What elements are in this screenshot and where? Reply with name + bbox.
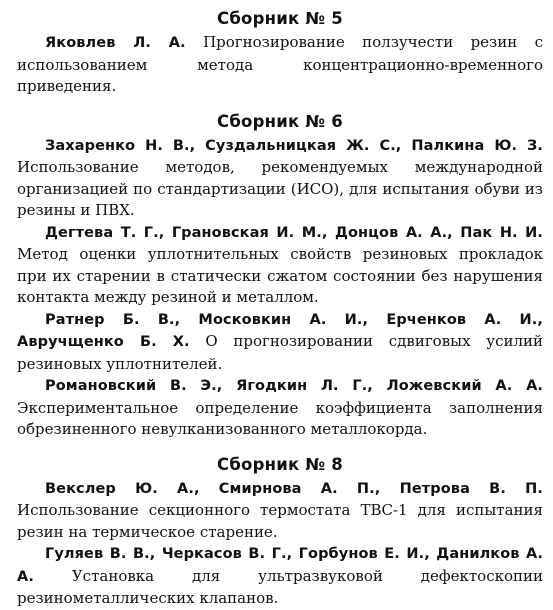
entry-title: Экспериментальное определение коэффициента заполнения обрезиненного невулканизованного металлокорда.: [17, 398, 543, 438]
section-title: Сборник № 5: [217, 9, 343, 28]
entry-authors: Дегтева Т. Г., Грановская И. М., Донцов А. А., Пак Н. И.: [45, 224, 543, 241]
section-title: Сборник № 8: [217, 454, 343, 474]
bibliography-entry: [17, 309, 543, 376]
document-page: [17, 8, 543, 610]
entry-title: Использование методов, рекомендуемых международной организацией по стандартизации (ИСО), для испытания обуви из резины и ПВХ.: [17, 158, 543, 219]
entry-authors: Захаренко Н. В., Суздальницкая Ж. С., Палкина Ю. З.: [45, 137, 543, 154]
entry-authors: Яковлев Л. А.: [45, 35, 186, 51]
entry-authors: Векслер Ю. А., Смирнова А. П., Петрова В. П.: [45, 480, 543, 497]
bibliography-entry: [17, 135, 543, 222]
entry-title: Метод оценки уплотнительных свойств резиновых прокладок при их старении в статически сжатом состоянии без нарушения контакта между резиной и металлом.: [17, 245, 543, 306]
entry-title: Прогнозирование ползучести резин с использованием метода концентрационно-временного приведения.: [17, 33, 544, 95]
entry-authors: Романовский В. Э., Ягодкин Л. Г., Ложевский А. А.: [45, 378, 543, 394]
entry-title: О прогнозировании сдвиговых усилий резиновых уплотнителей.: [17, 332, 543, 373]
bibliography-entry: [17, 543, 543, 610]
section-collection-5: [17, 8, 543, 98]
bibliography-entry: [17, 32, 543, 98]
entry-title: Использование секционного термостата ТВС-1 для испытания резин на термическое старение.: [17, 501, 543, 541]
bibliography-entry: [17, 375, 543, 441]
entry-title: Установка для ультразвуковой дефектоскопии резинометаллических клапанов.: [17, 566, 543, 607]
bibliography-entry: [17, 222, 543, 309]
bibliography-entry: [17, 478, 543, 544]
section-collection-6: [17, 111, 543, 441]
entry-authors: Гуляев В. В., Черкасов В. Г., Горбунов Е. И., Данилков А. А.: [17, 546, 543, 585]
entry-authors: Ратнер Б. В., Московкин А. И., Ерченков А. И., Авручщенко Б. Х.: [17, 311, 543, 350]
section-title: Сборник № 6: [217, 111, 343, 131]
section-collection-8: [17, 454, 543, 610]
